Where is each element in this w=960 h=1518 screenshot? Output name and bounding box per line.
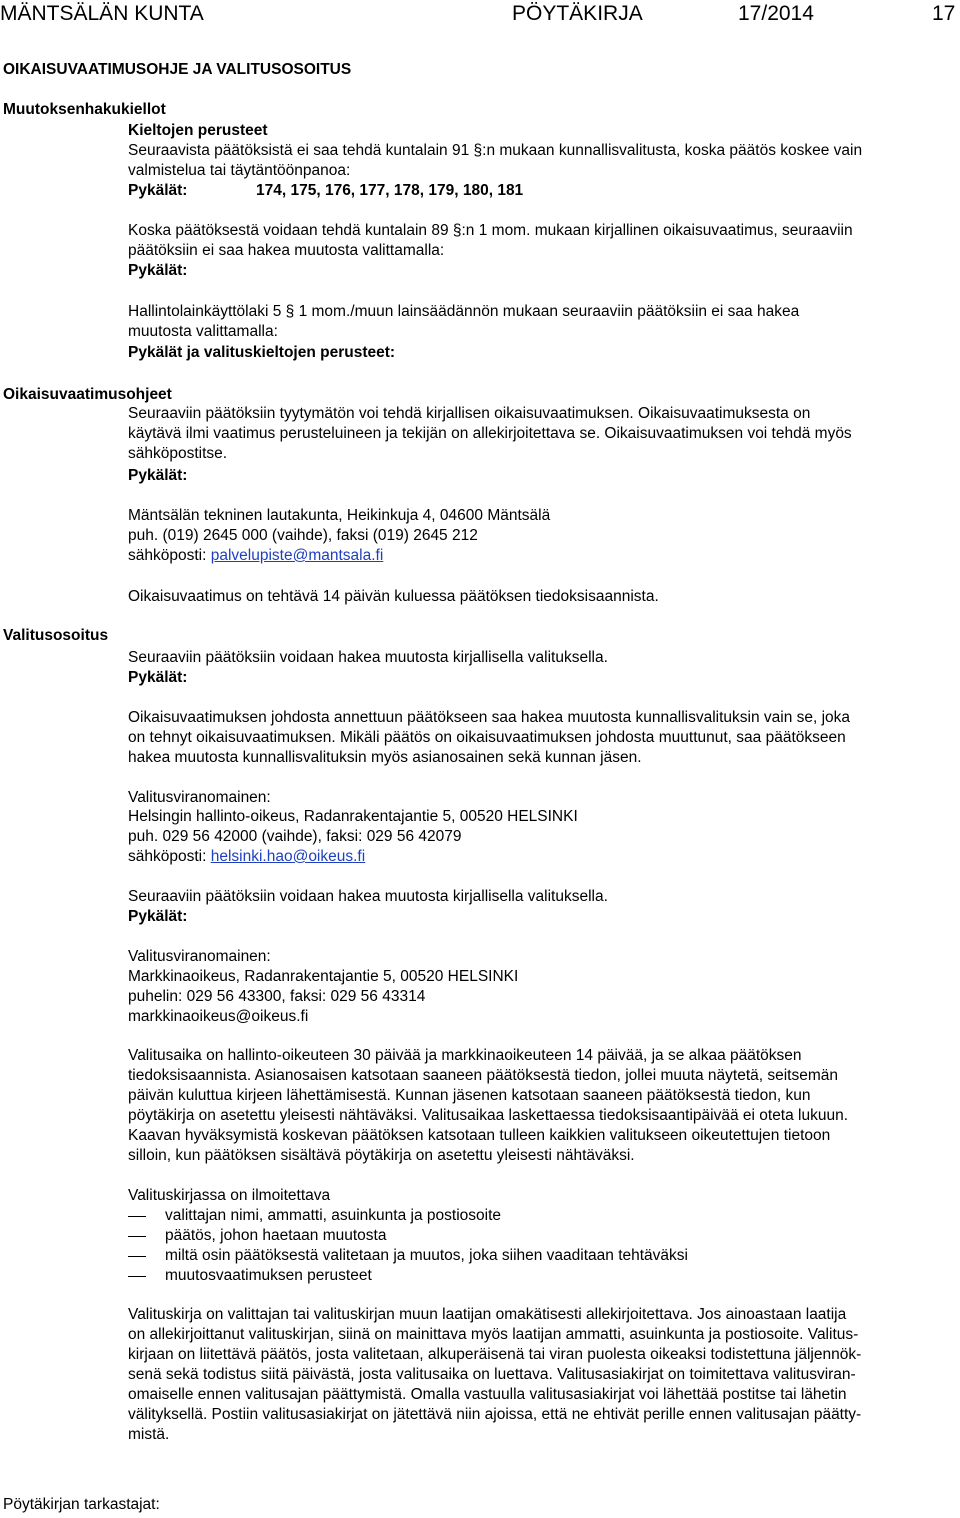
list-item: muutosvaatimuksen perusteet (165, 1267, 372, 1284)
paragraph-line: päätöksiin ei saa hakea muutosta valittamalla: (128, 242, 445, 259)
document-number: 17/2014 (738, 2, 814, 25)
page-number: 17 (932, 2, 956, 25)
paragraph-line: hakea muutosta kunnallisvalituksin myös asianosainen sekä kunnan jäsen. (128, 749, 642, 766)
deadline-text: Oikaisuvaatimus on tehtävä 14 päivän kuluessa päätöksen tiedoksisaannista. (128, 588, 659, 605)
paragraph-line: Kaavan hyväksymistä koskevan päätöksen katsotaan tulleen kaikkien valitukseen oikeutettujen tietoon (128, 1127, 831, 1144)
email-label: sähköposti: (128, 848, 211, 865)
pykalat-label: Pykälät: (128, 669, 188, 686)
email-line (128, 546, 383, 566)
paragraph-line: Seuraaviin päätöksiin tyytymätön voi tehdä kirjallisen oikaisuvaatimuksen. Oikaisuvaatimuksesta on (128, 405, 811, 422)
paragraph-line: tiedoksisaannista. Asianosaisen katsotaan saaneen päätöksestä tiedon, jollei muuta näytetä, seitsemän (128, 1067, 839, 1084)
paragraph-line: päivän kuluttua kirjeen lähettämisestä. Kunnan jäsenen katsotaan saaneen päätöksestä tiedon, kun (128, 1087, 811, 1104)
section-heading-oikaisuvaatimusohjeet: Oikaisuvaatimusohjeet (3, 386, 172, 403)
paragraph-line: silloin, kun päätöksen sisältävä pöytäkirja on asetettu yleisesti nähtäväksi. (128, 1147, 635, 1164)
paragraph-line: Hallintolainkäyttölaki 5 § 1 mom./muun lainsäädännön mukaan seuraaviin päätöksiin ei saa hakea (128, 303, 800, 320)
list-item: valittajan nimi, ammatti, asuinkunta ja postiosoite (165, 1207, 501, 1224)
section-heading-valitusosoitus: Valitusosoitus (3, 627, 109, 644)
paragraph-line: Valitusaika on hallinto-oikeuteen 30 päivää ja markkinaoikeuteen 14 päivää, ja se alkaa päätöksen (128, 1047, 802, 1064)
paragraph-line: omaiselle ennen valitusajan päättymistä. Omalla vastuulla valitusasiakirjat voi lähettää postitse tai lähetin (128, 1386, 847, 1403)
dash-bullet-icon (128, 1236, 146, 1237)
email-link[interactable]: helsinki.hao@oikeus.fi (210, 848, 366, 865)
authority-phone: puhelin: 029 56 43300, faksi: 029 56 43314 (128, 988, 426, 1005)
authority-label: Valitusviranomainen: (128, 789, 271, 806)
paragraph-line: Seuraaviin päätöksiin voidaan hakea muutosta kirjallisella valituksella. (128, 888, 608, 905)
paragraph-line: valmistelua tai täytäntöönpanoa: (128, 162, 351, 179)
section-heading-muutoksenhakukiellot: Muutoksenhakukiellot (3, 101, 166, 118)
paragraph-line: käytävä ilmi vaatimus perusteluineen ja tekijän on allekirjoitettava se. Oikaisuvaatimuksen voi tehdä myös (128, 425, 852, 442)
authority-email: markkinaoikeus@oikeus.fi (128, 1008, 309, 1025)
dash-bullet-icon (128, 1256, 146, 1257)
paragraph-line: on allekirjoittanut valituskirjan, siinä on mainittava myös laatijan ammatti, asuinkunta ja postiosoite. Valitus- (128, 1326, 859, 1343)
email-label: sähköposti: (128, 547, 211, 564)
paragraph-line: pöytäkirja on asetettu yleisesti nähtäväksi. Valitusaikaa laskettaessa tiedoksisaantipäivää ei oteta lukuun. (128, 1107, 849, 1124)
authority-phone: puh. 029 56 42000 (vaihde), faksi: 029 56 42079 (128, 828, 462, 845)
pykalat-values: 174, 175, 176, 177, 178, 179, 180, 181 (256, 182, 524, 199)
authority-label: Valitusviranomainen: (128, 948, 271, 965)
address-line: Mäntsälän tekninen lautakunta, Heikinkuja 4, 04600 Mäntsälä (128, 507, 551, 524)
document-title: OIKAISUVAATIMUSOHJE JA VALITUSOSOITUS (3, 61, 352, 78)
dash-bullet-icon (128, 1276, 146, 1277)
document-type: PÖYTÄKIRJA (512, 2, 643, 25)
list-item: miltä osin päätöksestä valitetaan ja muutos, joka siihen vaaditaan tehtäväksi (165, 1247, 688, 1264)
paragraph-line: kirjaan on liitettävä päätös, josta valitetaan, alkuperäisenä tai viran puolesta oikeaksi todistettuna jäljennök- (128, 1346, 862, 1363)
paragraph-line: välityksellä. Postiin valitusasiakirjat on jätettävä niin ajoissa, että ne ehtivät perille ennen valitusajan päätty- (128, 1406, 862, 1423)
paragraph-line: mistä. (128, 1426, 170, 1443)
dash-bullet-icon (128, 1216, 146, 1217)
paragraph-line: Seuraavista päätöksistä ei saa tehdä kuntalain 91 §:n mukaan kunnallisvalitusta, koska päätös koskee vain (128, 142, 863, 159)
paragraph-line: sähköpostitse. (128, 445, 228, 462)
pykalat-label: Pykälät: (128, 467, 188, 484)
paragraph-line: muutosta valittamalla: (128, 323, 278, 340)
authority-email-line (128, 847, 365, 867)
authority-address: Markkinaoikeus, Radanrakentajantie 5, 00520 HELSINKI (128, 968, 519, 985)
pykalat-label: Pykälät: (128, 908, 188, 925)
reviewers-label: Pöytäkirjan tarkastajat: (3, 1496, 160, 1513)
paragraph-line: Koska päätöksestä voidaan tehdä kuntalain 89 §:n 1 mom. mukaan kirjallinen oikaisuvaatimus, seuraaviin (128, 222, 853, 239)
authority-address: Helsingin hallinto-oikeus, Radanrakentajantie 5, 00520 HELSINKI (128, 808, 578, 825)
subheading-kieltojen-perusteet: Kieltojen perusteet (128, 122, 268, 139)
email-link[interactable]: palvelupiste@mantsala.fi (210, 547, 384, 564)
paragraph-line: Seuraaviin päätöksiin voidaan hakea muutosta kirjallisella valituksella. (128, 649, 608, 666)
municipality-name: MÄNTSÄLÄN KUNTA (0, 2, 204, 25)
paragraph-line: Valituskirja on valittajan tai valituskirjan muun laatijan omakätisesti allekirjoitettava. Jos ainoastaan laatija (128, 1306, 847, 1323)
pykalat-label: Pykälät: (128, 262, 188, 279)
list-item: päätös, johon haetaan muutosta (165, 1227, 387, 1244)
phone-line: puh. (019) 2645 000 (vaihde), faksi (019) 2645 212 (128, 527, 478, 544)
list-intro: Valituskirjassa on ilmoitettava (128, 1187, 331, 1204)
pykalat-label: Pykälät: (128, 182, 188, 199)
pykalat-label: Pykälät ja valituskieltojen perusteet: (128, 344, 396, 361)
paragraph-line: senä sekä todistus siitä päivästä, josta valitusaika on luettava. Valitusasiakirjat on toimitettava valitusviran- (128, 1366, 856, 1383)
paragraph-line: on tehnyt oikaisuvaatimuksen. Mikäli päätös on oikaisuvaatimuksen johdosta muuttunut, saa päätökseen (128, 729, 846, 746)
paragraph-line: Oikaisuvaatimuksen johdosta annettuun päätökseen saa hakea muutosta kunnallisvalituksin vain se, joka (128, 709, 851, 726)
